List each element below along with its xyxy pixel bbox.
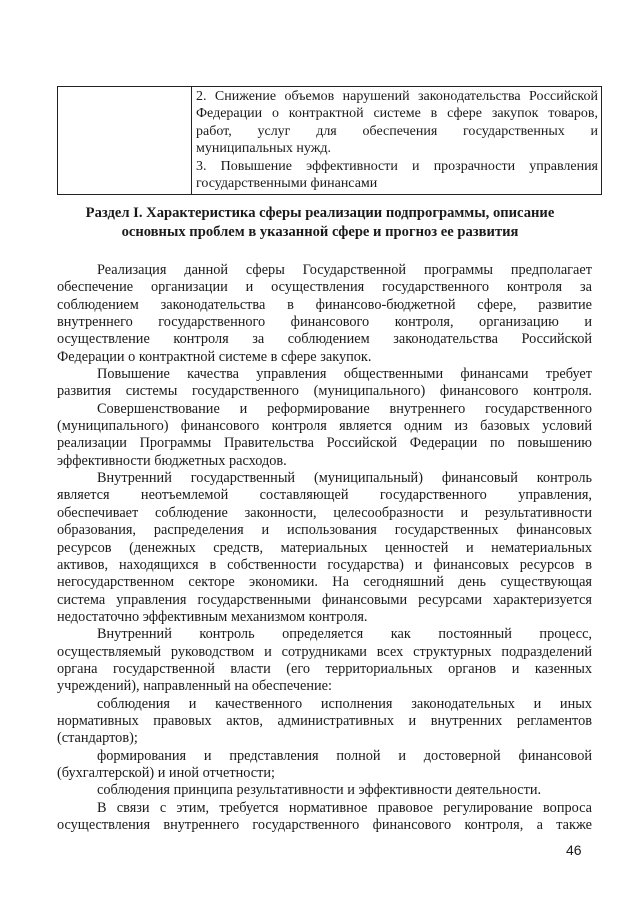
paragraph-line: (муниципального) финансового контроля является одним из базовых условий bbox=[57, 418, 592, 435]
goal-line: муниципальных нужд. bbox=[196, 141, 332, 157]
paragraph-line: осуществляемый руководством и сотрудниками всех структурных подразделений bbox=[57, 643, 592, 660]
section-title-line: Раздел I. Характеристика сферы реализации подпрограммы, описание bbox=[85, 205, 555, 221]
paragraph-line: реализации Программы Правительства Российской Федерации по повышению bbox=[57, 435, 592, 452]
table-cell-empty bbox=[58, 87, 192, 195]
paragraph-line: (стандартов); bbox=[57, 730, 138, 747]
goal-line: Федерации о контрактной системе в сфере закупок товаров, bbox=[196, 106, 598, 122]
body-text bbox=[57, 262, 592, 834]
paragraph-line: осуществление контроля за соблюдением законодательства Российской bbox=[57, 331, 592, 348]
goal-line: государственными финансами bbox=[196, 176, 378, 192]
paragraph-line: негосударственном секторе экономики. На сегодняшний день существующая bbox=[57, 574, 592, 591]
paragraph-line: Внутренний контроль определяется как постоянный процесс, bbox=[97, 626, 592, 643]
section-title-line: основных проблем в указанной сфере и прогноз ее развития bbox=[121, 224, 519, 240]
paragraph-line: активов, находящихся в собственности государства) и финансовых ресурсов в bbox=[57, 556, 592, 573]
paragraph-line: обеспечение организации и осуществления государственного контроля за bbox=[57, 279, 592, 296]
paragraph-line: Реализация данной сферы Государственной программы предполагает bbox=[97, 262, 592, 278]
paragraph-line: формирования и представления полной и достоверной финансовой bbox=[97, 747, 592, 764]
paragraph-line: Повышение качества управления общественными финансами требует bbox=[97, 366, 592, 383]
table-row bbox=[58, 87, 602, 195]
paragraph-line: образования, распределения и использования государственных финансовых bbox=[57, 522, 592, 539]
paragraph-line: недостаточно эффективным механизмом контроля. bbox=[57, 608, 368, 625]
paragraph-line: В связи с этим, требуется нормативное правовое регулирование вопроса bbox=[97, 799, 592, 816]
paragraph-line: внутреннего государственного финансового контроля, организацию и bbox=[57, 314, 592, 331]
goal-line: работ, услуг для обеспечения государственных и bbox=[196, 123, 598, 139]
paragraph-line: ресурсов (денежных средств, материальных ценностей и нематериальных bbox=[57, 539, 592, 556]
paragraph-line: является неотъемлемой составляющей государственного управления, bbox=[57, 487, 592, 504]
goal-line: 3. Повышение эффективности и прозрачности управления bbox=[196, 158, 598, 174]
table-cell-goals bbox=[192, 87, 602, 195]
paragraph-line: учреждений), направленный на обеспечение: bbox=[57, 678, 332, 695]
paragraph-line: Совершенствование и реформирование внутреннего государственного bbox=[97, 400, 592, 417]
paragraph-line: осуществления внутреннего государственного финансового контроля, а также bbox=[57, 817, 592, 833]
goals-table bbox=[57, 86, 602, 195]
goal-line: 2. Снижение объемов нарушений законодательства Российской bbox=[196, 89, 598, 104]
paragraph-line: Федерации о контрактной системе в сфере закупок. bbox=[57, 348, 372, 365]
paragraph-line: обеспечивает соблюдение законности, целесообразности и результативности bbox=[57, 504, 592, 521]
paragraph-line: нормативных правовых актов, административных и внутренних регламентов bbox=[57, 712, 592, 729]
paragraph-line: система управления государственными финансовыми ресурсами характеризуется bbox=[57, 591, 592, 608]
paragraph-line: развития системы государственного (муниципального) финансового контроля. bbox=[57, 383, 592, 400]
paragraph-line: (бухгалтерской) и иной отчетности; bbox=[57, 764, 275, 781]
paragraph-line: соблюдением законодательства в финансово-бюджетной сфере, развитие bbox=[57, 296, 592, 313]
page-number: 46 bbox=[566, 842, 582, 858]
paragraph-line: соблюдения принципа результативности и эффективности деятельности. bbox=[97, 782, 542, 799]
paragraph-line: Внутренний государственный (муниципальный) финансовый контроль bbox=[97, 470, 592, 487]
paragraph-line: соблюдения и качественного исполнения законодательных и иных bbox=[97, 695, 592, 712]
paragraph-line: органа государственной власти (его территориальных органов и казенных bbox=[57, 660, 592, 677]
section-title bbox=[70, 204, 570, 242]
paragraph-line: эффективности бюджетных расходов. bbox=[57, 452, 287, 469]
